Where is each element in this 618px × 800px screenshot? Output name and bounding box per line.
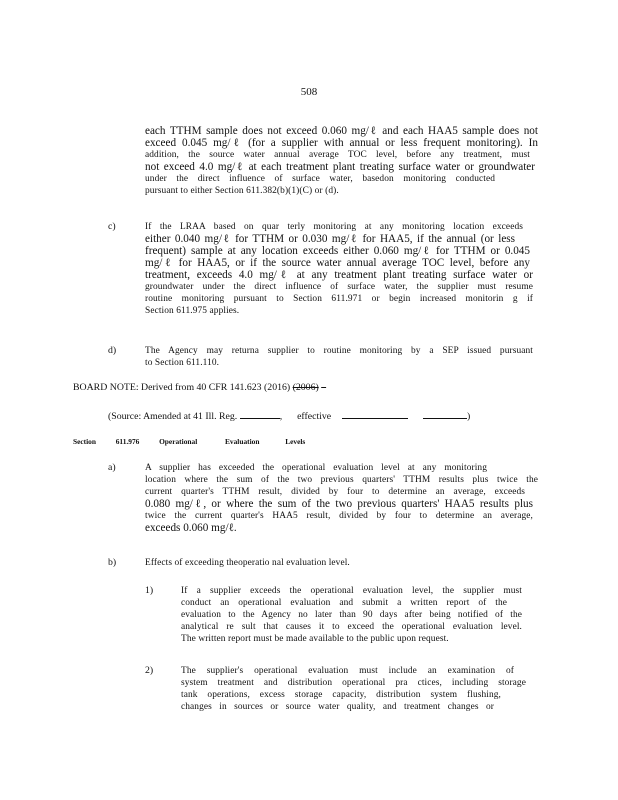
effective-page-blank [423, 409, 467, 419]
item-b1-paragraph [181, 585, 522, 645]
section-title-word: Evaluation [224, 437, 260, 446]
section-title-word: Operational [159, 437, 198, 446]
item-b-label: b) [108, 557, 117, 568]
text-line: changes in sources or source water quality, and treatment changes or [181, 702, 494, 712]
item-d-label: d) [108, 345, 117, 356]
text-line: conduct an operational evaluation and submit a written report of the [181, 598, 507, 608]
section-heading [73, 437, 333, 447]
page-number: 508 [300, 86, 318, 98]
section-title-word: Levels [285, 437, 306, 446]
reg-volume-blank [240, 409, 280, 419]
text-line: location where the sum of the two previous quarters' TTHM results plus twice the [145, 475, 538, 485]
item-b1-label: 1) [145, 585, 154, 596]
text-line: A supplier has exceeded the operational evaluation level at any monitoring [145, 463, 487, 473]
text-line: addition, the source water annual average TOC level, before any treatment, must [145, 150, 530, 160]
text-line: 0.080 mg/ℓ, or where the sum of the two previous quarters' HAA5 results plus [145, 498, 533, 510]
section-number: 611.976 [115, 437, 140, 446]
text-line: pursuant to either Section 611.382(b)(1)(C) or (d). [145, 186, 339, 196]
text-line: If the LRAA based on quar terly monitoring at any monitoring location exceeds [145, 222, 523, 232]
source-effective-label: effective [297, 411, 332, 422]
text-line: treatment, exceeds 4.0 mg/ℓ at any treatment plant treating surface water or [145, 269, 533, 281]
text-line: each TTHM sample does not exceed 0.060 mg/ℓ and each HAA5 sample does not [145, 125, 538, 137]
text-line: The supplier's operational evaluation must include an examination of [181, 666, 514, 676]
text-line: not exceed 4.0 mg/ℓ at each treatment plant treating surface water or groundwater [145, 161, 535, 173]
text-line: exceed 0.045 mg/ℓ (for a supplier with annual or less frequent monitoring). In [145, 137, 538, 149]
item-d-paragraph [145, 345, 533, 369]
item-a-label: a) [108, 462, 116, 473]
item-c-label: c) [108, 221, 116, 232]
text-line: either 0.040 mg/ℓ for TTHM or 0.030 mg/ℓ for HAA5, if the annual (or less [145, 233, 515, 245]
text-line: analytical re sult that causes it to exceed the operational evaluation level. [181, 622, 522, 632]
source-prefix: (Source: Amended at 41 Ill. Reg. [108, 411, 238, 422]
section-label: Section [73, 437, 96, 446]
text-line: The written report must be made available to the public upon request. [181, 634, 449, 644]
text-line: frequent) sample at any location exceeds either 0.060 mg/ℓ for TTHM or 0.045 [145, 245, 530, 257]
text-line: current quarter's TTHM result, divided by four to determine an average, exceeds [145, 487, 525, 497]
item-b-text: Effects of exceeding theoperatio nal evaluation level. [145, 558, 350, 568]
text-line: If a supplier exceeds the operational evaluation level, the supplier must [181, 586, 522, 596]
text-line: routine monitoring pursuant to Section 611.971 or begin increased monitorin g if [145, 294, 533, 304]
text-line: mg/ℓ for HAA5, or if the source water annual average TOC level, before any [145, 257, 530, 269]
text-line: Section 611.975 applies. [145, 306, 240, 316]
text-line: The Agency may returna supplier to routine monitoring by a SEP issued pursuant [145, 346, 533, 356]
text-line: evaluation to the Agency no later than 90 days after being notified of the [181, 610, 522, 620]
item-b2-label: 2) [145, 665, 154, 676]
text-line: groundwater under the direct influence of surface water, the supplier must resume [145, 282, 533, 292]
text-line: tank operations, excess storage capacity, distribution system flushing, [181, 690, 501, 700]
board-note [73, 382, 373, 394]
text-line: under the direct influence of surface water, basedon monitoring conducted [145, 174, 495, 184]
text-line: twice the current quarter's HAA5 result, divided by four to determine an average, [145, 511, 533, 521]
item-b2-paragraph [181, 665, 526, 713]
source-line: (Source: Amended at 41 Ill. Reg. , effective ) [108, 411, 471, 422]
intro-paragraph [145, 125, 538, 197]
item-a-paragraph [145, 462, 538, 534]
text-line: system treatment and distribution operational pra ctices, including storage [181, 678, 526, 688]
board-note-deleted-year: (2006) [292, 382, 319, 393]
text-line: to Section 611.110. [145, 358, 220, 368]
item-c-paragraph [145, 221, 533, 317]
source-close: ) [466, 411, 471, 422]
effective-date-blank [342, 409, 408, 419]
board-note-text: BOARD NOTE: Derived from 40 CFR 141.623 (2016) [73, 382, 291, 393]
text-line: exceeds 0.060 mg/ℓ. [145, 522, 237, 534]
